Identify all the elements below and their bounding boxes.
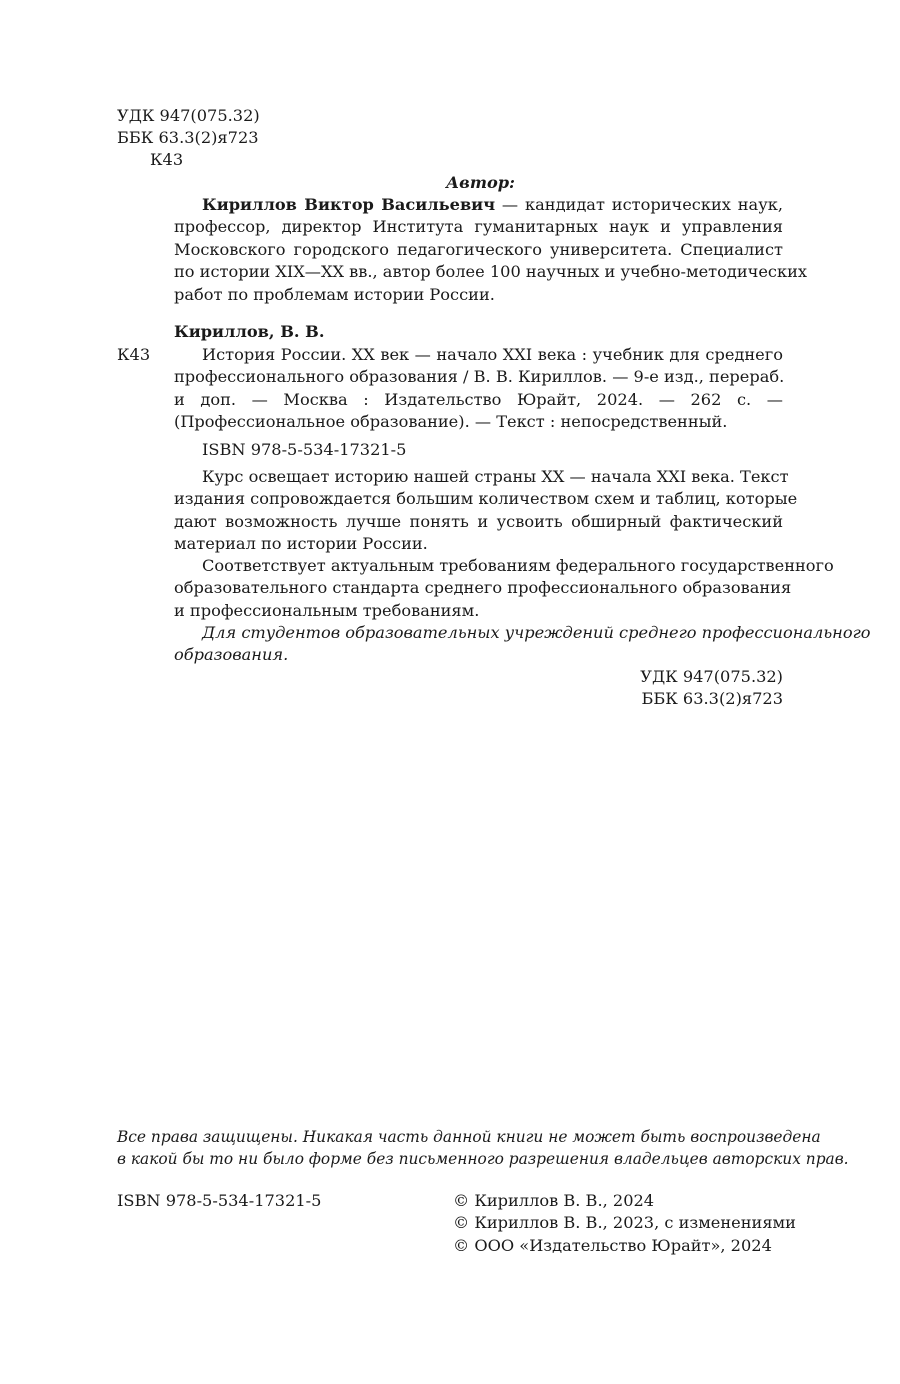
author-name: Кириллов Виктор Васильевич xyxy=(202,195,496,214)
annotation-paragraph-1 xyxy=(174,466,798,556)
catalog-description xyxy=(174,344,783,434)
annotation-paragraph-2 xyxy=(174,555,834,622)
author-sign-code: К43 xyxy=(150,150,184,169)
annotation-bbk: ББК 63.3(2)я723 xyxy=(641,689,783,709)
author-bio-line: Кириллов Виктор Васильевич — кандидат исторических наук, xyxy=(202,195,783,214)
rights-line: Все права защищены. Никакая часть данной книги не может быть воспроизведена xyxy=(117,1128,821,1146)
bbk-code: ББК 63.3(2)я723 xyxy=(117,128,259,147)
rights-line: в какой бы то ни было форме без письменного разрешения владельцев авторских прав. xyxy=(117,1149,849,1168)
catalog-desc-line: (Профессиональное образование). — Текст : непосредственный. xyxy=(174,412,728,432)
author-bio-line: Московского городского педагогического университета. Специалист xyxy=(174,239,783,259)
annotation-line: дают возможность лучше понять и усвоить обширный фактический xyxy=(174,511,783,531)
copyright-block xyxy=(453,1190,796,1257)
catalog-author-heading: Кириллов, В. В. xyxy=(174,322,325,341)
annotation-line: образования. xyxy=(174,645,289,665)
annotation-line: Курс освещает историю нашей страны XX — начала XXI века. Текст xyxy=(202,467,789,486)
annotation-line: издания сопровождается большим количеством схем и таблиц, которые xyxy=(174,489,798,509)
annotation-line: образовательного стандарта среднего профессионального образования xyxy=(174,578,792,598)
annotation-line: Для студентов образовательных учреждений среднего профессионального xyxy=(202,623,871,642)
footer-isbn: ISBN 978-5-534-17321-5 xyxy=(117,1191,322,1210)
annotation-classification xyxy=(174,666,783,711)
copyright-line: © ООО «Издательство Юрайт», 2024 xyxy=(453,1235,772,1255)
author-bio-line: профессор, директор Института гуманитарных наук и управления xyxy=(174,217,783,237)
author-bio-line: работ по проблемам истории России. xyxy=(174,284,495,304)
author-bio xyxy=(174,194,808,306)
udk-code: УДК 947(075.32) xyxy=(117,106,260,125)
annotation-paragraph-3 xyxy=(174,622,871,667)
catalog-desc-line: История России. XX век — начало XXI века : учебник для среднего xyxy=(202,345,783,364)
catalog-desc-line: и доп. — Москва : Издательство Юрайт, 2024. — 262 с. — xyxy=(174,389,783,409)
copyright-line: © Кириллов В. В., 2023, с изменениями xyxy=(453,1213,796,1233)
copyright-line: © Кириллов В. В., 2024 xyxy=(453,1191,655,1210)
annotation-line: материал по истории России. xyxy=(174,534,428,554)
catalog-desc-line: профессионального образования / В. В. Кириллов. — 9-е изд., перераб. xyxy=(174,367,785,387)
annotation-line: и профессиональным требованиям. xyxy=(174,600,480,620)
annotation-line: Соответствует актуальным требованиям федерального государственного xyxy=(202,556,834,575)
catalog-isbn: ISBN 978-5-534-17321-5 xyxy=(202,440,407,459)
catalog-sign-code: К43 xyxy=(117,345,151,364)
annotation-udk: УДК 947(075.32) xyxy=(640,667,783,686)
author-bio-line: по истории XIX—XX вв., автор более 100 научных и учебно-методических xyxy=(174,262,808,282)
author-heading: Автор: xyxy=(446,173,516,192)
rights-notice xyxy=(117,1127,849,1170)
